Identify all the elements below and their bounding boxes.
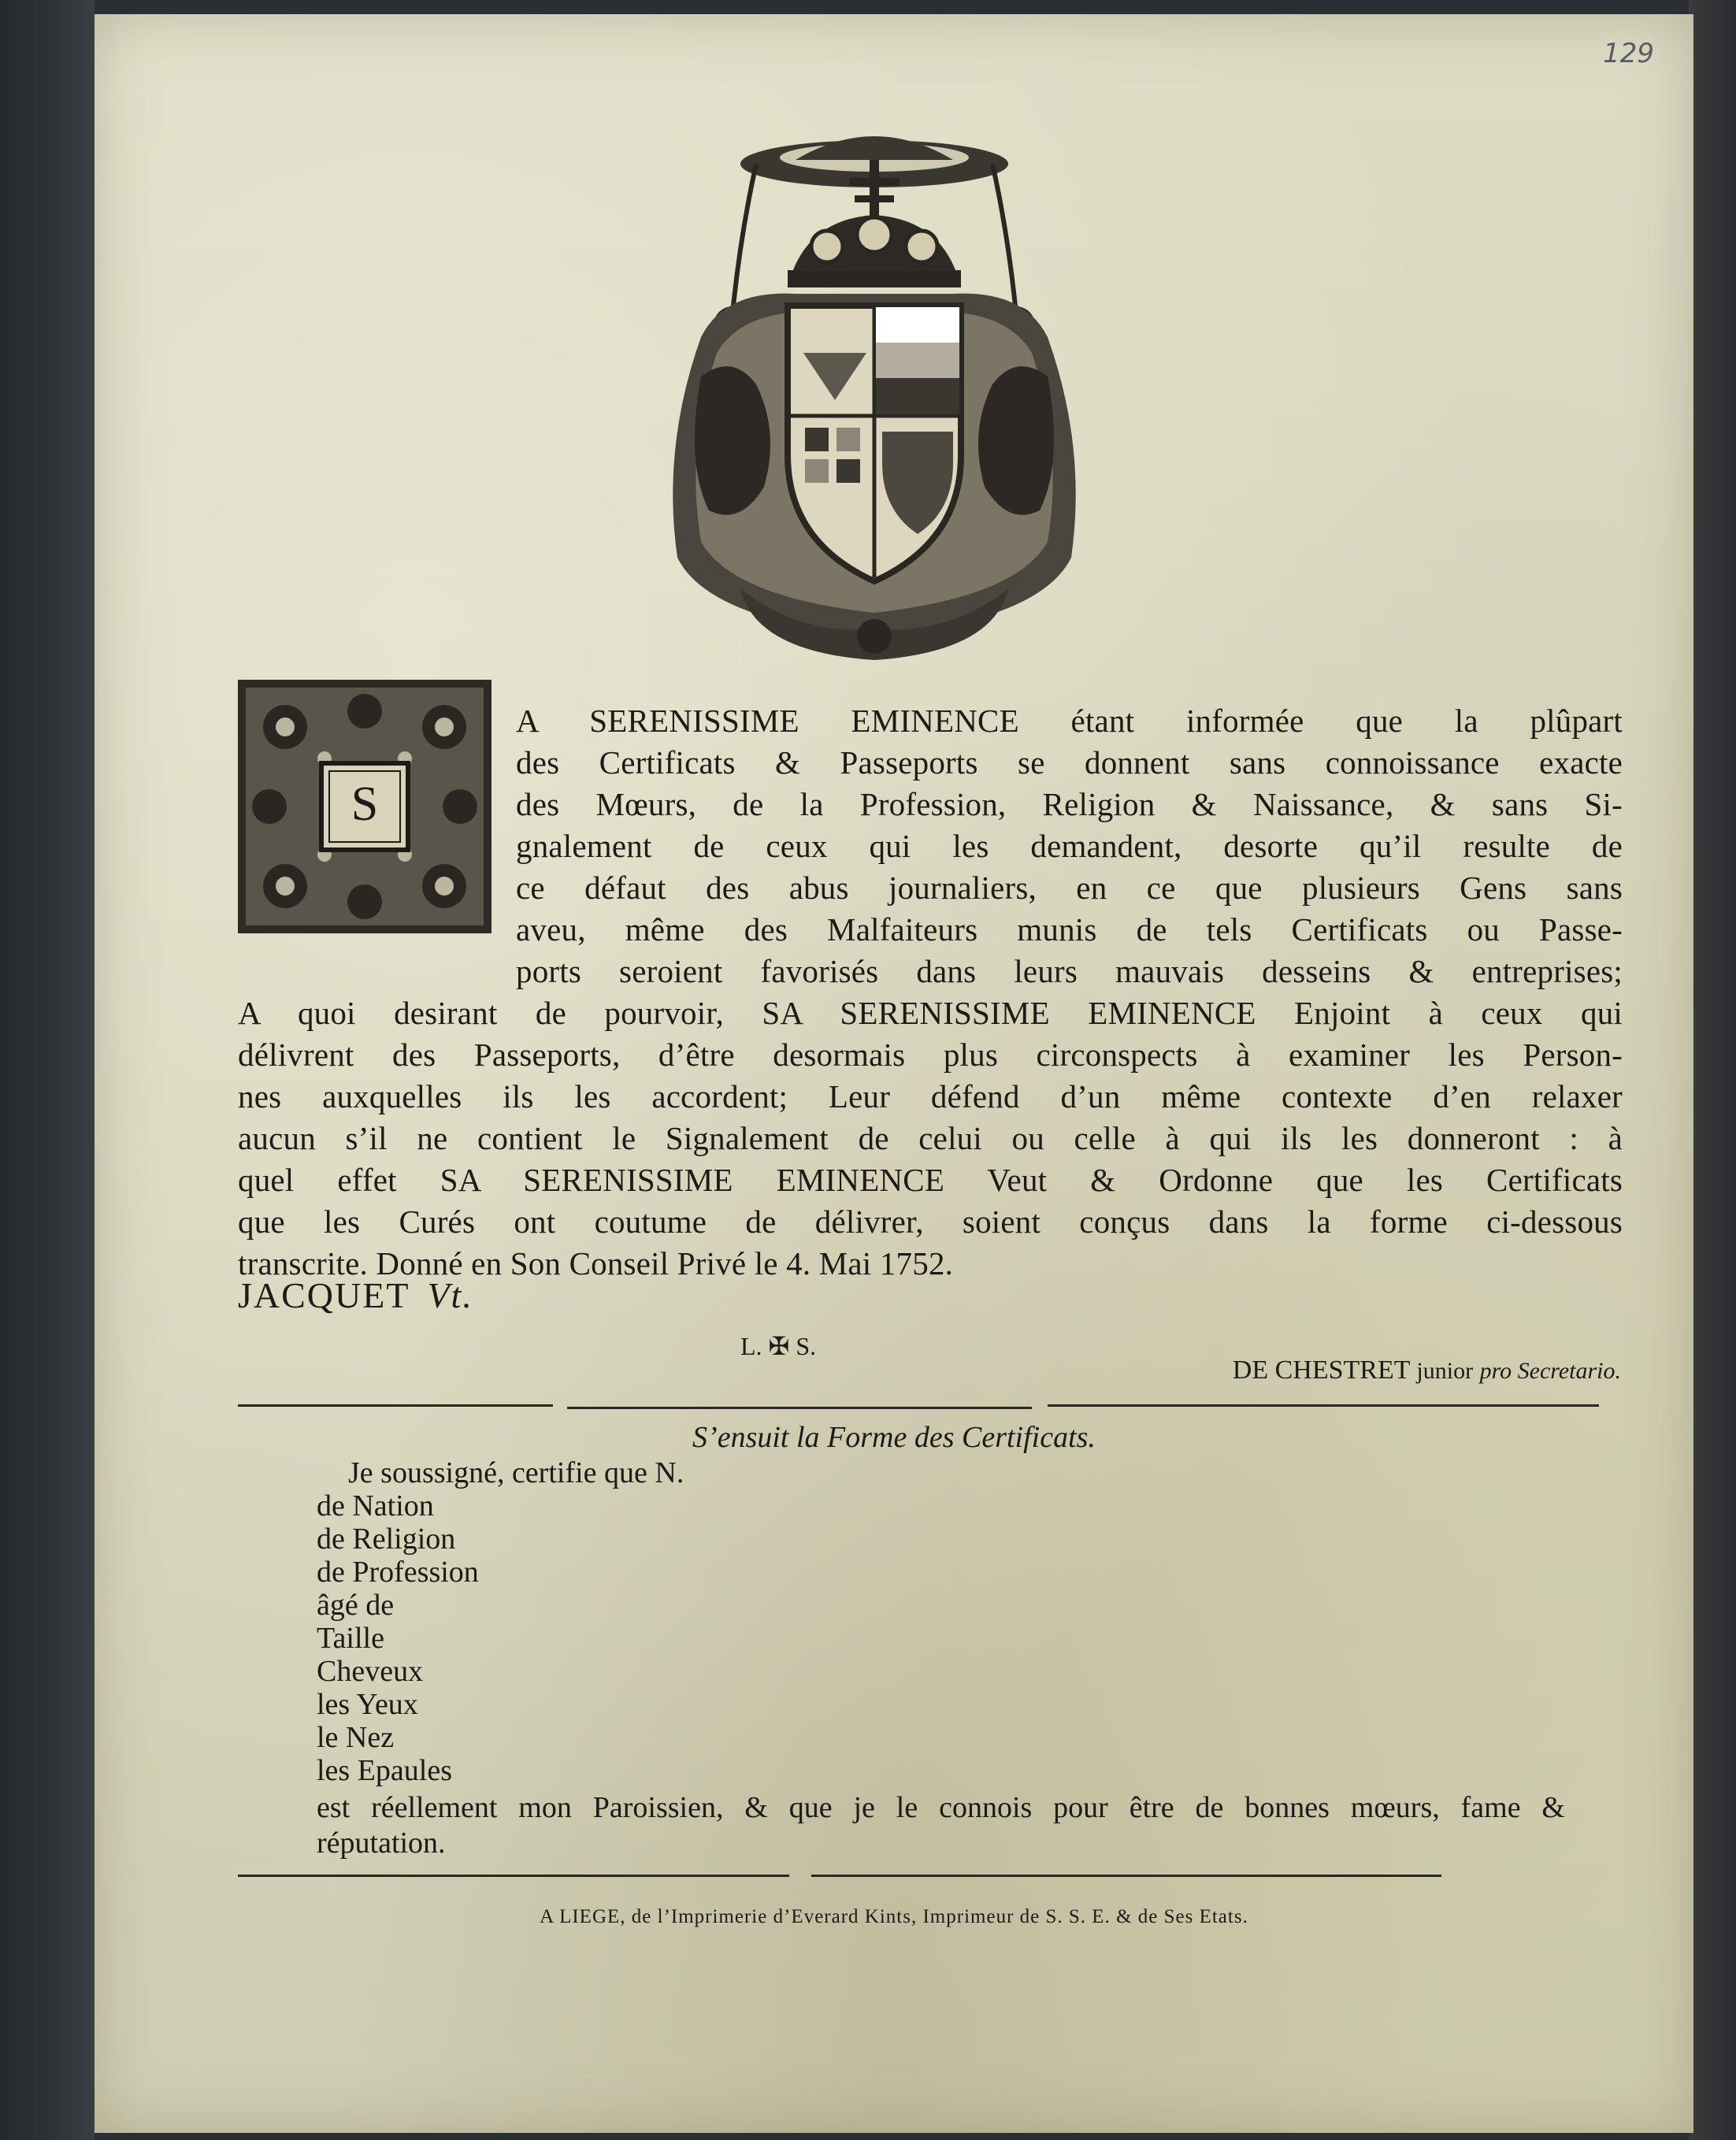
form-field: les Epaules [317, 1754, 453, 1787]
scan-background-right [1689, 0, 1736, 2140]
imprint-printer-last: Kints [864, 1906, 911, 1927]
printer-imprint [95, 1906, 1693, 1928]
coat-of-arms-icon [599, 117, 1150, 668]
decree-line: gnalement de ceux qui les demandent, desorte qu’il resulte de [516, 828, 1623, 864]
separator-rule [238, 1404, 553, 1407]
initial-letter: S [351, 777, 379, 831]
decree-line: aveu, même des Malfaiteurs munis de tels Certificats ou Passe- [516, 911, 1623, 948]
separator-rule [1048, 1404, 1599, 1407]
signature-jacquet [238, 1274, 473, 1316]
separator-rule [567, 1407, 1032, 1409]
separator-rule [811, 1875, 1441, 1877]
separator-rule [238, 1875, 789, 1877]
form-closing-line: est réellement mon Paroissien, & que je le connois pour être de bonnes mœurs, fame & [317, 1791, 1565, 1824]
form-field: de Nation [317, 1489, 434, 1522]
decree-line: des Mœurs, de la Profession, Religion & Naissance, & sans Si- [516, 786, 1623, 822]
document-page [95, 14, 1693, 2133]
page-number: 129 [1603, 38, 1654, 69]
signature-jacquet-name: JACQUET [238, 1275, 410, 1315]
decree-line-date: transcrite. Donné en Son Conseil Privé le 4. Mai 1752. [238, 1245, 954, 1281]
decree-line: A SERENISSIME EMINENCE étant informée que la plûpart [516, 703, 1623, 739]
imprint-printer-first: Everard [791, 1906, 859, 1927]
signature-chestret-role: pro Secretario. [1479, 1358, 1621, 1384]
decree-line: A quoi desirant de pourvoir, SA SERENISSIME EMINENCE Enjoint à ceux qui [238, 995, 1623, 1031]
signature-chestret-name: DE CHESTRET [1232, 1356, 1410, 1385]
decree-line: délivrent des Passeports, d’être desormais plus circonspects à examiner les Person- [238, 1037, 1623, 1073]
decree-line: quel effet SA SERENISSIME EMINENCE Veut & Ordonne que les Certificats [238, 1162, 1623, 1198]
seal-mark: L. ✠ S. [740, 1332, 817, 1360]
scan-background-left [0, 0, 95, 2140]
imprint-suffix: , Imprimeur de S. S. E. & de Ses Etats. [911, 1906, 1248, 1927]
form-opening: Je soussigné, certifie que N. [348, 1456, 684, 1489]
signature-jacquet-suffix: Vt. [427, 1275, 473, 1315]
decree-line: nes auxquelles ils les accordent; Leur défend d’un même contexte d’en relaxer [238, 1078, 1623, 1115]
imprint-prefix: A LIEGE, de l’Imprimerie d’ [540, 1906, 792, 1927]
form-closing-line: réputation. [317, 1827, 446, 1860]
form-field: âgé de [317, 1589, 395, 1622]
form-field: de Religion [317, 1522, 456, 1556]
decree-line: que les Curés ont coutume de délivrer, soient conçus dans la forme ci-dessous [238, 1204, 1623, 1240]
signature-chestret [1233, 1356, 1621, 1385]
form-field: les Yeux [317, 1688, 418, 1721]
form-heading: S’ensuit la Forme des Certificats. [692, 1421, 1096, 1454]
decree-line: aucun s’il ne contient le Signalement de celui ou celle à qui ils les donneront : à [238, 1120, 1623, 1156]
signature-chestret-junior: junior [1416, 1358, 1474, 1384]
form-field: Cheveux [317, 1655, 424, 1688]
form-field: le Nez [317, 1721, 395, 1754]
form-field: Taille [317, 1622, 384, 1655]
decree-line: ce défaut des abus journaliers, en ce que plusieurs Gens sans [516, 870, 1623, 906]
form-field: de Profession [317, 1556, 479, 1589]
decree-line: ports seroient favorisés dans leurs mauvais desseins & entreprises; [516, 953, 1623, 989]
decree-line: des Certificats & Passeports se donnent sans connoissance exacte [516, 744, 1623, 781]
